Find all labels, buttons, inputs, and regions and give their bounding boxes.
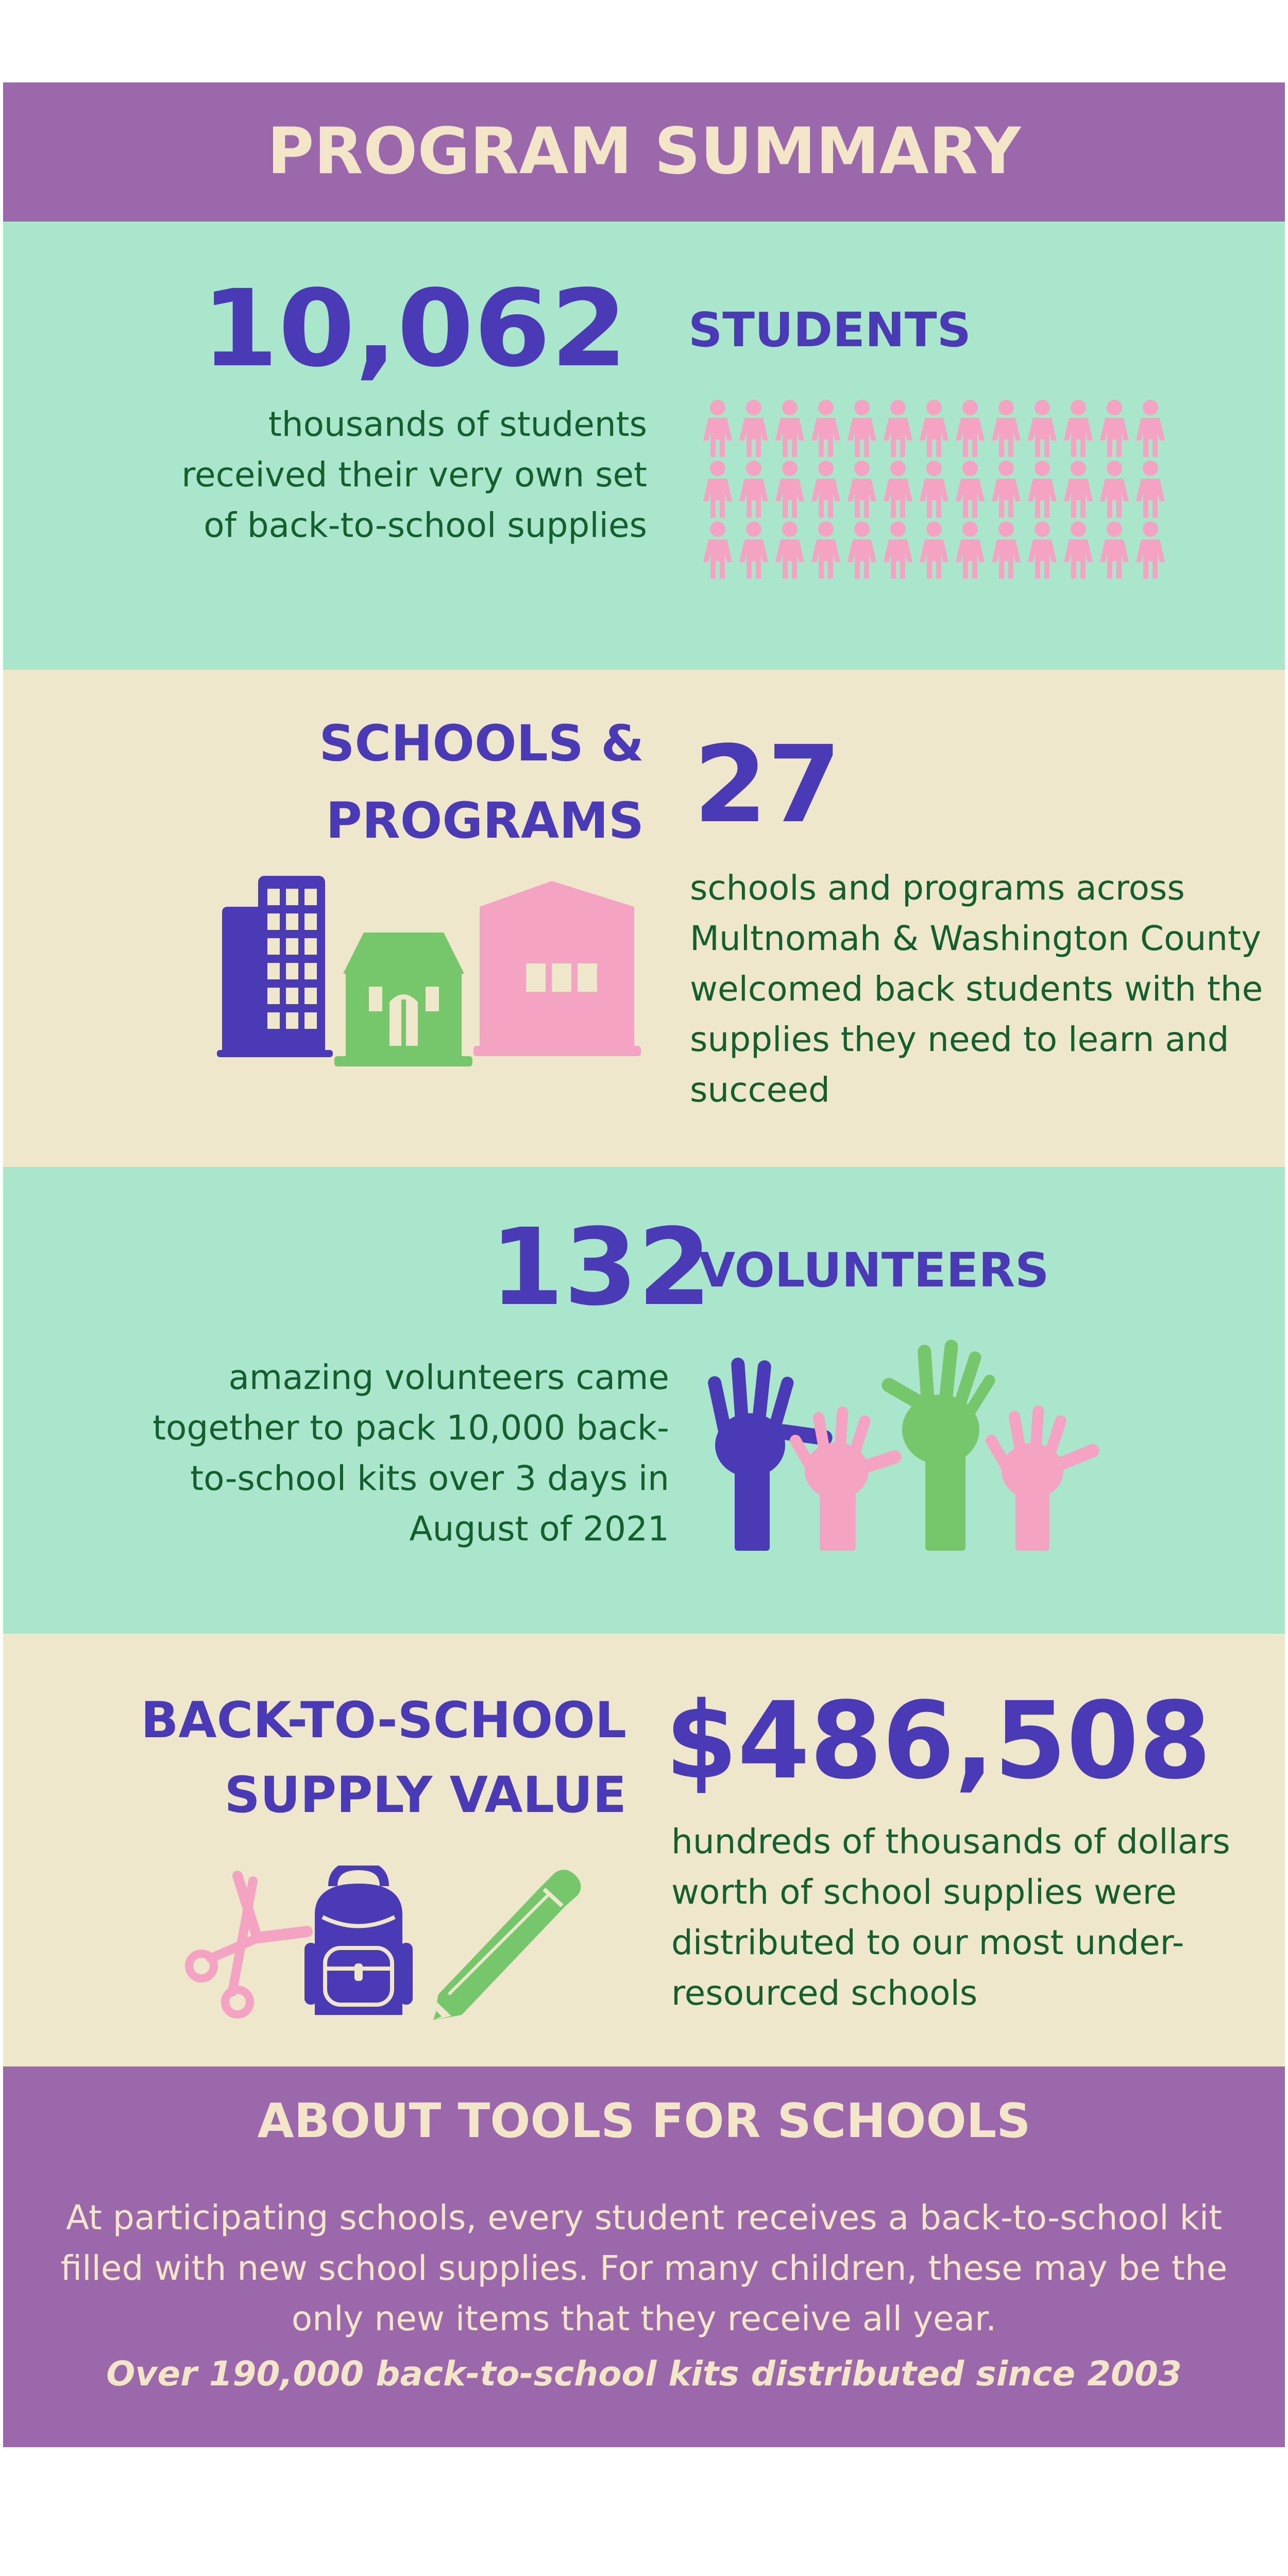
person-icon	[1064, 521, 1093, 579]
person-icon	[1100, 400, 1129, 457]
about-title: ABOUT TOOLS FOR SCHOOLS	[257, 2093, 1031, 2148]
person-icon	[992, 400, 1021, 457]
students-count: 10,062	[201, 267, 628, 391]
window	[304, 988, 317, 1004]
window	[267, 963, 280, 979]
window	[286, 913, 298, 930]
person-icon	[703, 521, 732, 579]
window	[267, 913, 280, 930]
person-icon	[775, 400, 804, 457]
person-icon	[920, 461, 948, 518]
school-supplies-icons	[181, 1866, 608, 2020]
window	[286, 1012, 298, 1029]
window	[267, 988, 280, 1004]
window	[304, 963, 317, 979]
person-icon	[956, 400, 985, 457]
person-icon	[703, 400, 732, 457]
supply-description: hundreds of thousands of dollars worth of school supplies were distributed to our most under-resourced schools	[671, 1822, 1230, 2013]
volunteers-label: VOLUNTEERS	[699, 1243, 1049, 1298]
person-icon	[1028, 461, 1057, 518]
person-icon	[739, 521, 768, 579]
pencil-icon	[433, 1870, 581, 2020]
window	[304, 913, 317, 930]
person-icon	[1136, 461, 1165, 518]
schools-label-line2: PROGRAMS	[326, 792, 644, 850]
schools-section	[3, 670, 1285, 1167]
person-icon	[1100, 521, 1129, 579]
schools-description: schools and programs across Multnomah & Washington County welcomed back students with the supplies they need to learn and succeed	[690, 868, 1263, 1110]
scissors-icon	[189, 1876, 307, 2014]
window	[267, 1012, 280, 1029]
window	[286, 963, 298, 979]
window	[267, 938, 280, 955]
person-icon	[848, 461, 876, 518]
person-icon	[775, 521, 804, 579]
person-icon	[1136, 521, 1165, 579]
window	[304, 938, 317, 955]
window	[286, 938, 298, 955]
person-icon	[1028, 521, 1057, 579]
school-buildings-icon	[217, 876, 655, 1066]
person-icon	[811, 521, 840, 579]
about-section	[3, 2066, 1285, 2447]
person-icon	[884, 521, 912, 579]
about-tagline: Over 190,000 back-to-school kits distributed since 2003	[106, 2354, 1182, 2394]
window	[304, 889, 317, 905]
person-icon	[739, 461, 768, 518]
person-icon	[1100, 461, 1129, 518]
window	[286, 889, 298, 905]
raised-hands-icon	[699, 1340, 1111, 1556]
person-icon	[992, 461, 1021, 518]
person-icon	[920, 400, 948, 457]
students-label: STUDENTS	[688, 302, 971, 358]
person-icon	[992, 521, 1021, 579]
person-icon	[1064, 461, 1093, 518]
supply-label-line1: BACK-TO-SCHOOL	[141, 1691, 626, 1749]
window	[304, 1012, 317, 1029]
person-icon	[884, 400, 912, 457]
about-body: At participating schools, every student receives a back-to-school kit filled with new school supplies. For many children, these may be the only new items that they receive all year.	[60, 2198, 1228, 2338]
person-icon	[739, 400, 768, 457]
supply-value-section	[3, 1634, 1285, 2066]
page-title: PROGRAM SUMMARY	[267, 114, 1021, 189]
person-icon	[1136, 400, 1165, 457]
person-icon	[703, 461, 732, 518]
backpack-icon	[304, 1866, 413, 2015]
person-icon	[920, 521, 948, 579]
person-icon	[884, 461, 912, 518]
person-icon	[811, 400, 840, 457]
person-icon	[775, 461, 804, 518]
supply-value-amount: $486,508	[665, 1679, 1211, 1803]
students-description: thousands of students received their very own set of back-to-school supplies	[181, 404, 647, 545]
person-icon	[848, 400, 876, 457]
volunteers-count: 132	[490, 1206, 712, 1329]
students-people-icons	[701, 399, 1175, 592]
person-icon	[1028, 400, 1057, 457]
summary-header	[3, 82, 1285, 222]
person-icon	[956, 461, 985, 518]
person-icon	[848, 521, 876, 579]
window	[267, 889, 280, 905]
schools-label-line1: SCHOOLS &	[319, 715, 644, 772]
students-section	[3, 222, 1285, 670]
volunteers-section	[3, 1167, 1285, 1634]
supply-label-line2: SUPPLY VALUE	[224, 1766, 626, 1824]
volunteers-description: amazing volunteers came together to pack 10,000 back-to-school kits over 3 days in August of 2021	[152, 1358, 669, 1549]
person-icon	[1064, 400, 1093, 457]
window	[286, 988, 298, 1004]
person-icon	[811, 461, 840, 518]
schools-count: 27	[693, 723, 841, 846]
person-icon	[956, 521, 985, 579]
